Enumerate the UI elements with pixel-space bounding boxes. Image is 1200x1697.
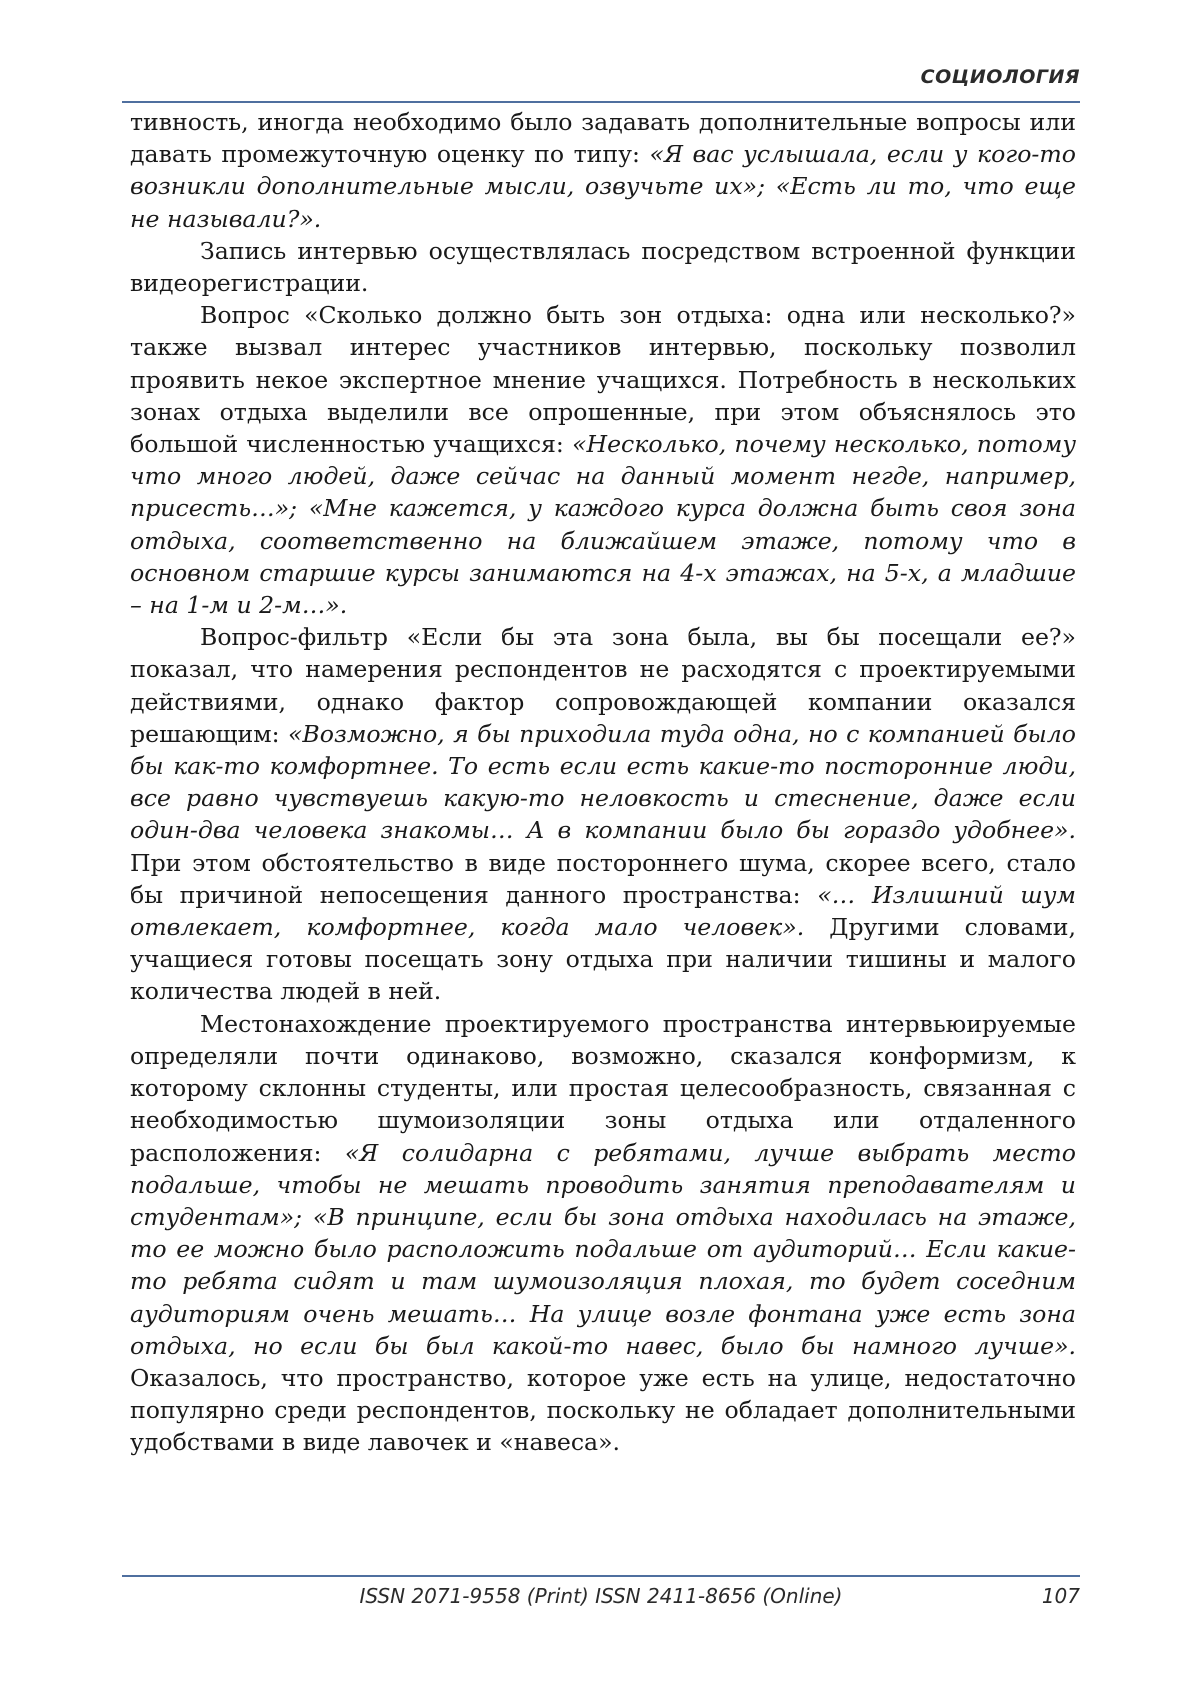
paragraph-text: Вопрос «Сколько должно быть зон отдыха: одна или несколько?» также вызвал интерес участников интервью, поскольку позволил проявить некое экспертное мнение учащихся. Потребность в нескольких зонах отдыха выделили все опрошенные, при этом объяснялось это большой численностью учащихся: [130,301,1076,459]
quote-text: «Я солидарна с ребятами, лучше выбрать место подальше, чтобы не мешать проводить занятия преподавателям и студентам»; «В принципе, если бы зона отдыха находилась на этаже, то ее можно было расположить подальше от аудиторий… Если какие-то ребята сидят и там шумоизоляция плохая, то будет соседним аудиториям очень мешать… На улице возле фонтана уже есть зона отдыха, но если бы был какой-то навес, было бы намного лучше». [130,1138,1076,1360]
footer-rule [122,1575,1080,1577]
header-rule [122,101,1080,103]
page-number: 107 [1041,1584,1080,1608]
paragraph-text: Другими словами, учащиеся готовы посещать зону отдыха при наличии тишины и малого количества людей в ней. [130,913,1076,1006]
page-footer [122,1584,1080,1618]
quote-text: «Я вас услышала, если у кого-то возникли дополнительные мысли, озвучьте их»; «Есть ли то, что еще не называли?». [130,140,1076,233]
issn-line: ISSN 2071-9558 (Print) ISSN 2411-8656 (Online) [359,1584,843,1608]
quote-text: «Несколько, почему несколько, потому что много людей, даже сейчас на данный момент негде, например, присесть…»; «Мне кажется, у каждого курса должна быть своя зона отдыха, соответственно на ближайшем этаже, потому что в основном старшие курсы занимаются на 4-х этажах, на 5-х, а младшие – на 1-м и 2-м…». [130,430,1077,620]
paragraph [130,299,1076,621]
paragraph [130,1008,1076,1459]
paragraph-text: Местонахождение проектируемого пространства интервьюируемые определяли почти одинаково, возможно, сказался конформизм, к которому склонны студенты, или простая целесообразность, связанная с необходимостью шумоизоляции зоны отдыха или отдаленного расположения: [130,1009,1076,1167]
paragraph-text: Вопрос-фильтр «Если бы эта зона была, вы бы посещали ее?» показал, что намерения респондентов не расходятся с проектируемыми действиями, однако фактор сопровождающей компании оказался решающим: [130,623,1076,748]
article-body [130,106,1076,1459]
quote-text: «Возможно, я бы приходила туда одна, но с компанией было бы как-то комфортнее. То есть если есть какие-то посторонние люди, все равно чувствуешь какую-то неловкость и стеснение, даже если один-два человека знакомы… А в компании было бы гораздо удобнее». [130,719,1076,845]
paragraph [130,621,1076,1007]
paragraph-text: Запись интервью осуществлялась посредством встроенной функции видеорегистрации. [130,236,1076,298]
quote-text: «… Излишний шум отвлекает, комфортнее, когда мало человек». [130,880,1076,942]
running-head-section: СОЦИОЛОГИЯ [920,66,1080,88]
paragraph-text: При этом обстоятельство в виде постороннего шума, скорее всего, стало бы причиной непосещения данного пространства: [130,848,1076,909]
paragraph-text: Оказалось, что пространство, которое уже есть на улице, недостаточно популярно среди респондентов, поскольку не обладает дополнительными удобствами в виде лавочек и «навеса». [130,1363,1076,1457]
paragraph [130,106,1076,235]
paragraph-text: тивность, иногда необходимо было задавать дополнительные вопросы или давать промежуточную оценку по типу: [130,108,1076,169]
paragraph [130,235,1076,299]
